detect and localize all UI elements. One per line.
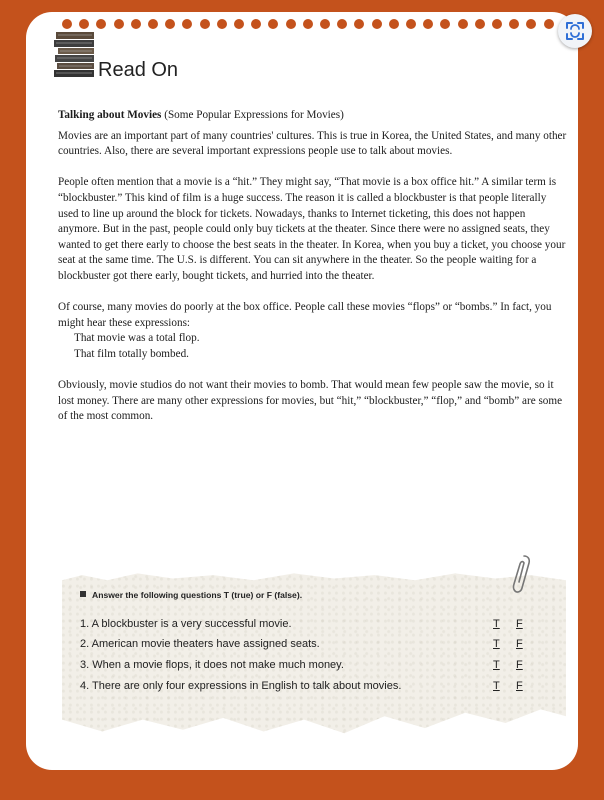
binder-hole	[268, 19, 278, 29]
binder-hole	[96, 19, 106, 29]
binder-hole	[337, 19, 347, 29]
article-title-subtitle: (Some Popular Expressions for Movies)	[161, 109, 344, 121]
binder-hole	[79, 19, 89, 29]
binder-hole	[492, 19, 502, 29]
paperclip-icon	[510, 552, 534, 596]
binder-hole	[251, 19, 261, 29]
question-3: 3. When a movie flops, it does not make much money.	[80, 659, 344, 671]
bullet-square-icon	[80, 591, 86, 597]
binder-hole	[423, 19, 433, 29]
binder-hole	[526, 19, 536, 29]
binder-hole	[114, 19, 124, 29]
example-1: That movie was a total flop.	[74, 332, 200, 345]
binder-hole	[165, 19, 175, 29]
binder-hole	[148, 19, 158, 29]
scan-icon-button[interactable]	[558, 14, 592, 48]
q2-false-option[interactable]: F	[516, 638, 523, 650]
q4-true-option[interactable]: T	[493, 680, 500, 692]
scan-icon	[564, 20, 586, 42]
q3-false-option[interactable]: F	[516, 659, 523, 671]
paragraph-3: Of course, many movies do poorly at the box office. People call these movies “flops” or “bombs.” In fact, you might hear these expressions:	[58, 301, 552, 329]
binder-hole	[509, 19, 519, 29]
binder-hole	[475, 19, 485, 29]
binder-hole	[217, 19, 227, 29]
binder-hole	[303, 19, 313, 29]
binder-hole	[440, 19, 450, 29]
binder-hole	[62, 19, 72, 29]
binder-hole	[182, 19, 192, 29]
paragraph-2: People often mention that a movie is a “hit.” They might say, “That movie is a box office hit.” A similar term is “blockbuster.” This kind of film is a huge success. The reason it is called a blockbuster is that people literally used to line up around the block for tickets. Nowadays, thanks to Internet ticketing, this does not happen anymore. But in the past, people could only buy tickets at the theater. Since there were no assigned seats, they wanted to get there early to choose the best seats in the theater. In Korea, when you buy a ticket, you choose your seat at the same time. The U.S. is different. You can sit anywhere in the theater. So the people waiting for a blockbuster got there early, bought tickets, and hurried into the theater.	[58, 176, 566, 282]
article-title	[58, 108, 568, 124]
binder-hole	[372, 19, 382, 29]
binder-hole	[354, 19, 364, 29]
binder-hole	[544, 19, 554, 29]
example-2: That film totally bombed.	[74, 347, 189, 360]
binder-hole	[406, 19, 416, 29]
article-title-bold: Talking about Movies	[58, 109, 162, 121]
quiz-instruction-text: Answer the following questions T (true) or F (false).	[92, 590, 303, 600]
binder-hole	[320, 19, 330, 29]
q3-true-option[interactable]: T	[493, 659, 500, 671]
question-2: 2. American movie theaters have assigned seats.	[80, 638, 320, 650]
article	[58, 108, 568, 440]
q1-true-option[interactable]: T	[493, 618, 500, 630]
paragraph-4: Obviously, movie studios do not want their movies to bomb. That would mean few people saw the movie, so it lost money. There are many other expressions for movies, but “hit,” “blockbuster,” “flop,” and “bomb” are some of the most common.	[58, 379, 563, 423]
binder-hole	[286, 19, 296, 29]
q1-false-option[interactable]: F	[516, 618, 523, 630]
binder-hole	[200, 19, 210, 29]
binder-hole	[458, 19, 468, 29]
q2-true-option[interactable]: T	[493, 638, 500, 650]
quiz-instruction	[80, 590, 302, 600]
q4-false-option[interactable]: F	[516, 680, 523, 692]
question-1: 1. A blockbuster is a very successful movie.	[80, 618, 292, 630]
binder-hole	[131, 19, 141, 29]
paragraph-1: Movies are an important part of many countries' cultures. This is true in Korea, the United States, and many other countries. Also, there are several important expressions people use to talk about movies.	[58, 129, 567, 158]
book-stack-icon	[52, 30, 98, 78]
binder-hole	[234, 19, 244, 29]
question-4: 4. There are only four expressions in English to talk about movies.	[80, 680, 402, 692]
binder-holes	[62, 19, 592, 33]
binder-hole	[389, 19, 399, 29]
section-heading: Read On	[98, 59, 179, 81]
